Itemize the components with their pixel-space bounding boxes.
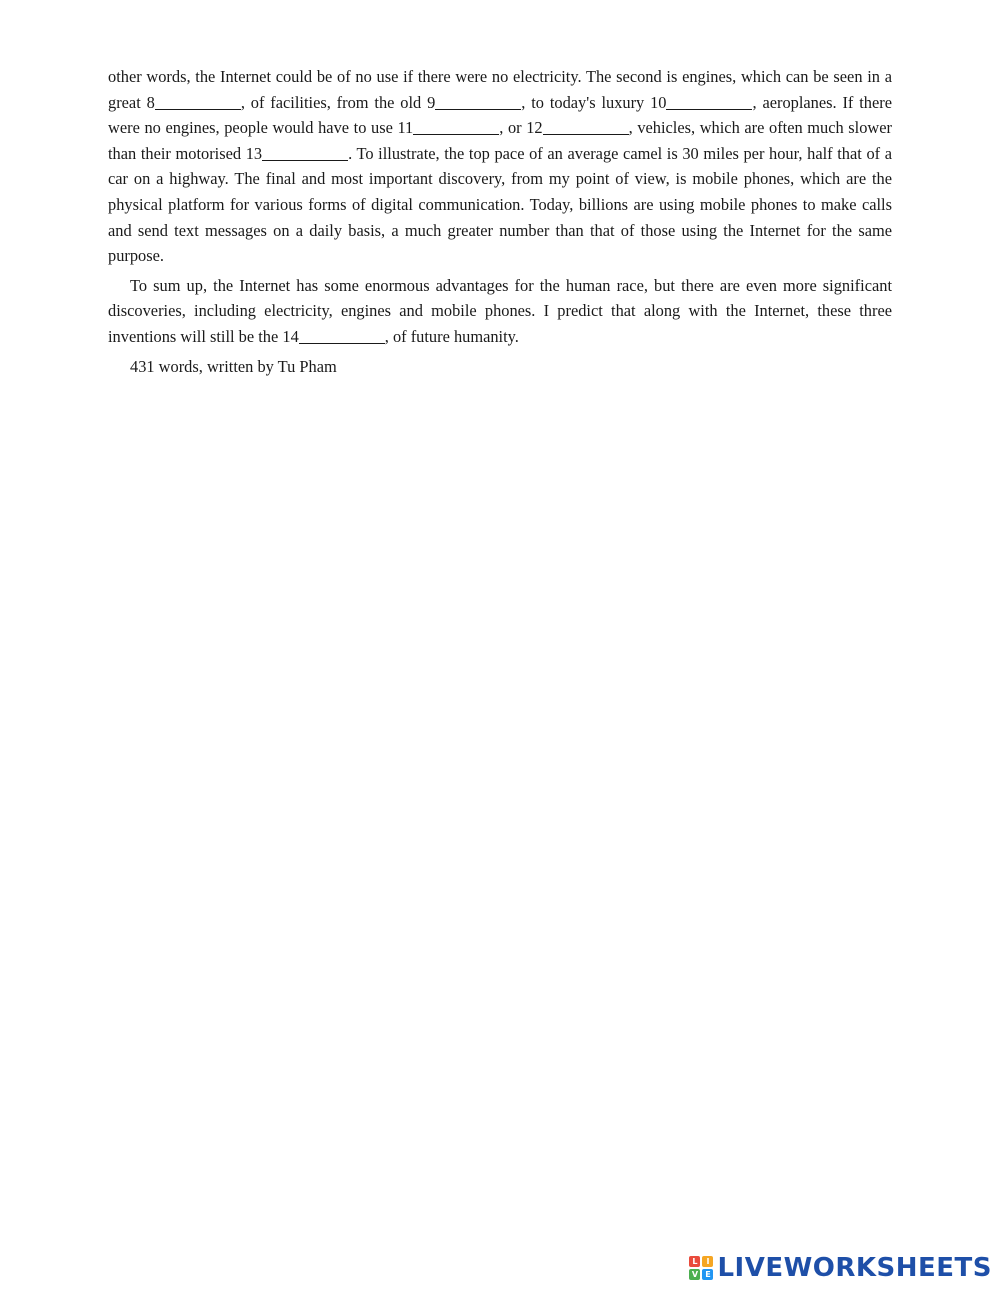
logo-cell-e: E xyxy=(702,1269,713,1280)
blank-number-12: 12 xyxy=(526,118,543,138)
answer-blank-11[interactable] xyxy=(413,117,499,135)
word-count-attribution: 431 words, written by Tu Pham xyxy=(130,356,337,376)
text-segment: , aeroplanes. If there were no engines, people would have to use xyxy=(108,92,892,138)
blank-number-9: 9 xyxy=(427,92,436,112)
paragraph-conclusion xyxy=(108,273,892,350)
text-segment: , of future humanity. xyxy=(384,326,519,346)
logo-cell-l: L xyxy=(689,1256,700,1267)
text-segment: . To illustrate, the top pace of an average camel is 30 miles per hour, half that of a car on a highway. The final and most important discovery, from my point of view, is mobile phones, which are the physical platform for various forms of digital communication. Today, billions are using mobile phones to make calls and send text messages on a daily basis, a much greater number than that of those using the Internet for the same purpose. xyxy=(108,143,893,266)
answer-blank-14[interactable] xyxy=(299,326,385,344)
text-segment: , to today's luxury xyxy=(521,92,651,112)
answer-blank-10[interactable] xyxy=(666,92,752,110)
answer-blank-12[interactable] xyxy=(543,117,629,135)
paragraph-inventions xyxy=(108,64,892,269)
answer-blank-13[interactable] xyxy=(262,143,348,161)
blank-number-8: 8 xyxy=(146,92,155,112)
answer-blank-8[interactable] xyxy=(155,92,241,110)
liveworksheets-logo-icon xyxy=(689,1256,713,1280)
blank-number-14: 14 xyxy=(282,326,299,346)
brand-name: LIVEWORKSHEETS xyxy=(717,1253,992,1283)
worksheet-page xyxy=(108,64,892,379)
blank-number-10: 10 xyxy=(650,92,667,112)
logo-cell-v: V xyxy=(689,1269,700,1280)
text-segment: , or xyxy=(499,118,527,138)
text-segment: other words, the Internet could be of no use if there were no electricity. The second is engines, which can be seen in a great xyxy=(108,67,892,112)
text-segment: , vehicles, which are often much slower than their motorised xyxy=(108,118,892,163)
text-segment: , of facilities, from the old xyxy=(240,92,428,112)
blank-number-13: 13 xyxy=(245,143,263,163)
liveworksheets-brand xyxy=(689,1253,992,1283)
text-segment: To sum up, the Internet has some enormous advantages for the human race, but there are even more significant discoveries, including electricity, engines and mobile phones. I predict that along with the Internet, these three inventions will still be the xyxy=(108,275,892,346)
answer-blank-9[interactable] xyxy=(435,92,521,110)
blank-number-11: 11 xyxy=(397,118,414,138)
logo-cell-i: I xyxy=(702,1256,713,1267)
